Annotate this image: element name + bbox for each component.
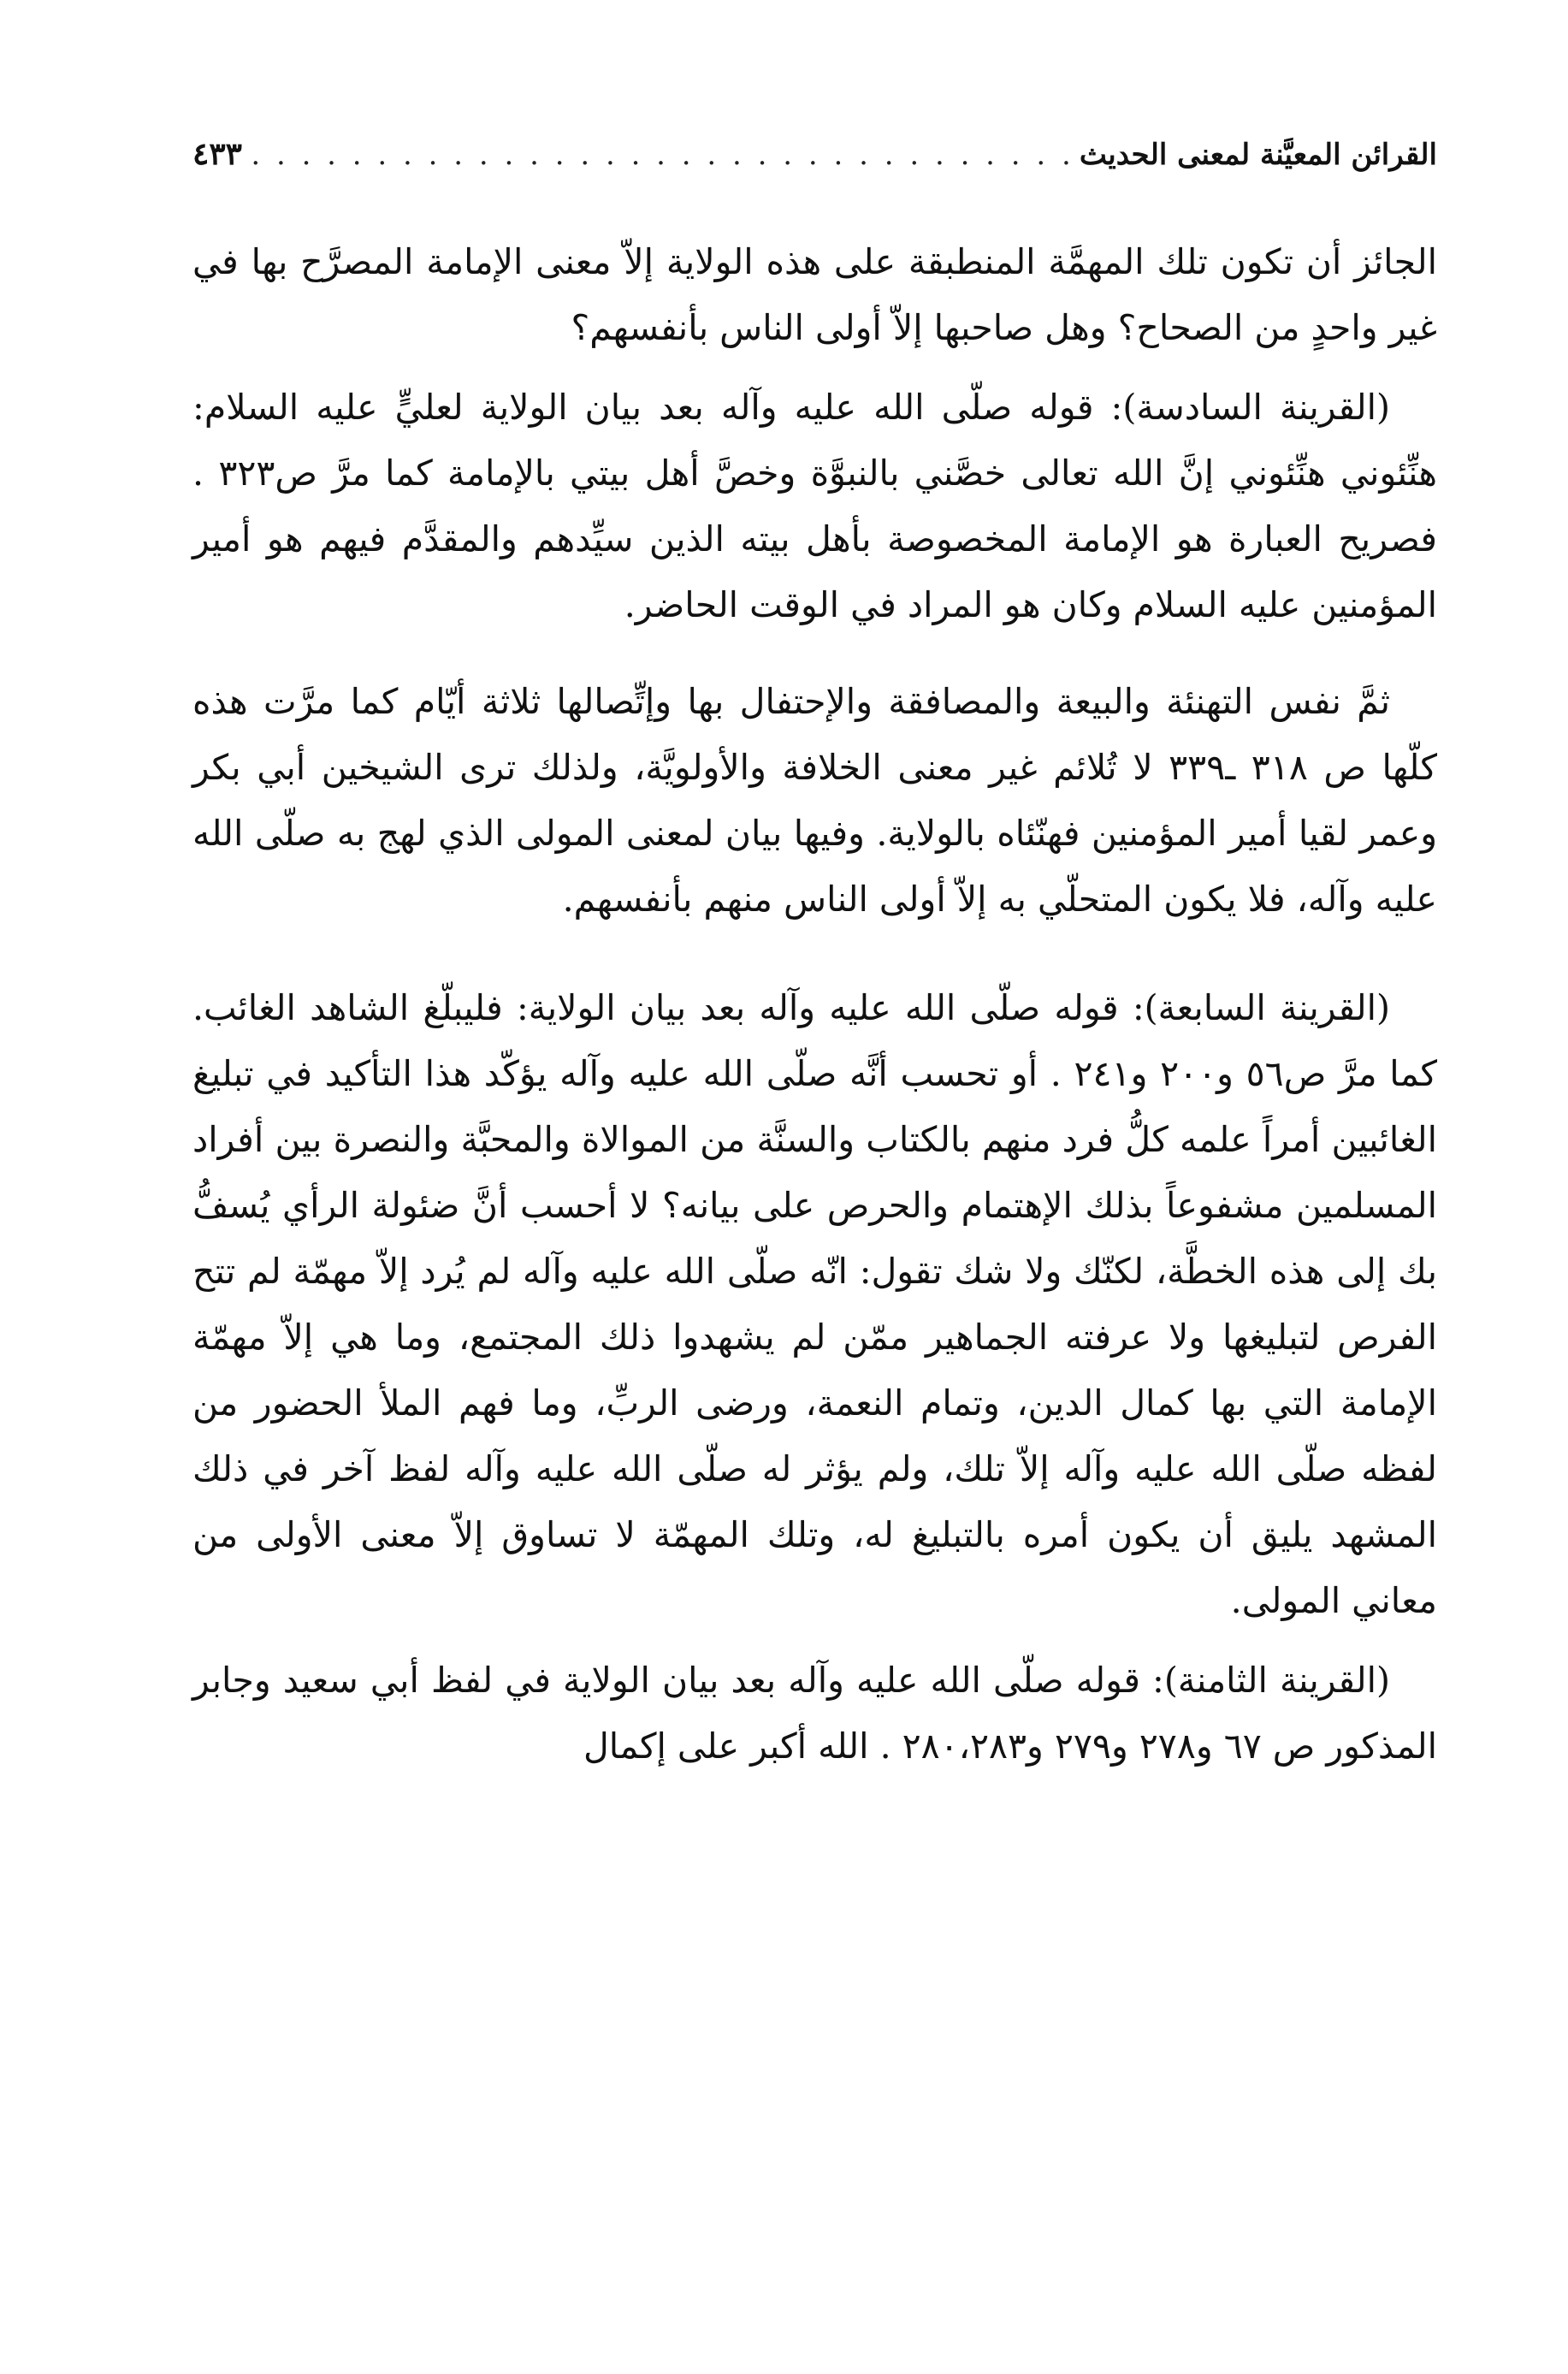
leader-dots [247, 129, 1074, 181]
page-number: ٤٣٣ [192, 136, 243, 172]
paragraph-sixth-indicator: (القرينة السادسة): قوله صلّى الله عليه وآله بعد بيان الولاية لعليٍّ عليه السلام: هنِّئوني هنِّئوني إنَّ الله تعالى خصَّني بالنبوَّة وخصَّ أهل بيتي بالإمامة كما مرَّ ص٣٢٣ . فصريح العبارة هو الإمامة المخصوصة بأهل بيته الذين سيِّدهم والمقدَّم فيهم هو أمير المؤمنين عليه السلام وكان هو المراد في الوقت الحاضر. [192, 387, 1437, 625]
paragraph-continuation: الجائز أن تكون تلك المهمَّة المنطبقة على هذه الولاية إلاّ معنى الإمامة المصرَّح بها في غير واحدٍ من الصحاح؟ وهل صاحبها إلاّ أولى الناس بأنفسهم؟ [192, 241, 1437, 348]
chapter-title: القرائن المعيَّنة لمعنى الحديث [1079, 138, 1437, 172]
paragraph-congratulation: ثمَّ نفس التهنئة والبيعة والمصافقة والإحتفال بها وإتِّصالها ثلاثة أيّام كما مرَّت هذه كلّها ص ٣١٨ ـ٣٣٩ لا تُلائم غير معنى الخلافة والأولويَّة، ولذلك ترى الشيخين أبي بكر وعمر لقيا أمير المؤمنين فهنّئاه بالولاية. وفيها بيان لمعنى المولى الذي لهج به صلّى الله عليه وآله، فلا يكون المتحلّي به إلاّ أولى الناس منهم بأنفسهم. [192, 681, 1437, 920]
running-header [192, 128, 1437, 180]
book-page [192, 128, 1437, 1779]
paragraph-seventh-indicator: (القرينة السابعة): قوله صلّى الله عليه وآله بعد بيان الولاية: فليبلّغ الشاهد الغائب. كما مرَّ ص٥٦ و٢٠٠ و٢٤١ . أو تحسب أنَّه صلّى الله عليه وآله يؤكّد هذا التأكيد في تبليغ الغائبين أمراً علمه كلُّ فرد منهم بالكتاب والسنَّة من الموالاة والمحبَّة والنصرة بين أفراد المسلمين مشفوعاً بذلك الإهتمام والحرص على بيانه؟ لا أحسب أنَّ ضئولة الرأي يُسفُّ بك إلى هذه الخطَّة، لكنّك ولا شك تقول: انّه صلّى الله عليه وآله لم يُرد إلاّ مهمّة لم تتح الفرص لتبليغها ولا عرفته الجماهير ممّن لم يشهدوا ذلك المجتمع، وما هي إلاّ مهمّة الإمامة التي بها كمال الدين، وتمام النعمة، ورضى الربِّ، وما فهم الملأ الحضور من لفظه صلّى الله عليه وآله إلاّ تلك، ولم يؤثر له صلّى الله عليه وآله لفظ آخر في ذلك المشهد يليق أن يكون أمره بالتبليغ له، وتلك المهمّة لا تساوق إلاّ معنى الأولى من معاني المولى. [192, 987, 1437, 1621]
paragraph-eighth-indicator: (القرينة الثامنة): قوله صلّى الله عليه وآله بعد بيان الولاية في لفظ أبي سعيد وجابر المذكور ص ٦٧ و٢٧٨ و٢٧٩ و٢٨٠،٢٨٣ . الله أكبر على إكمال [192, 1660, 1437, 1767]
